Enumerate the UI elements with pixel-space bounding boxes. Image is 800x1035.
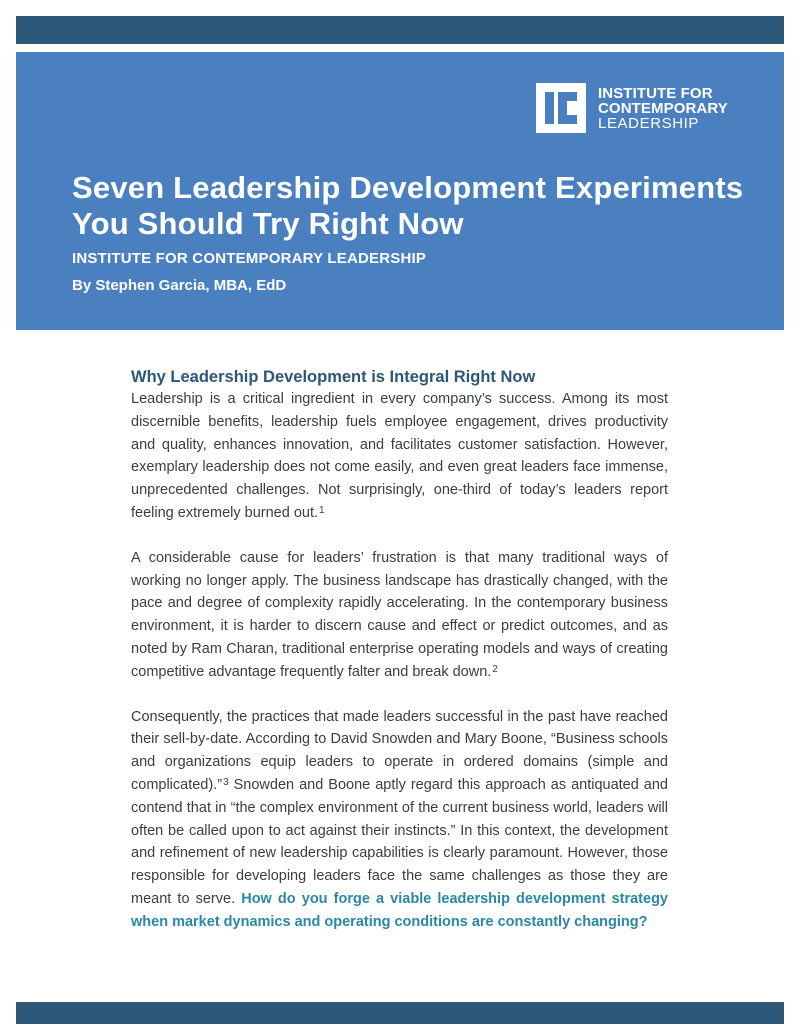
footnote-ref-1: 1 — [319, 504, 325, 516]
paragraph-3 — [131, 706, 668, 934]
section-heading: Why Leadership Development is Integral Right Now — [131, 368, 536, 386]
icl-monogram-icon — [536, 83, 586, 133]
icl-logo-icon — [536, 83, 586, 133]
paragraph-3-text-b: Snowden and Boone aptly regard this approach as antiquated and contend that in “the complex environment of the current business world, leaders will often be called upon to act against their instincts.” In this context, the development and refinement of new leadership capabilities is clearly paramount. However, those responsible for developing leaders face the same challenges as those they are meant to serve. — [131, 776, 668, 907]
paragraph-1 — [131, 388, 668, 525]
paragraph-2-text: A considerable cause for leaders’ frustration is that many traditional ways of working no longer apply. The business landscape has drastically changed, with the pace and degree of complexity rapidly accelerating. In the contemporary business environment, it is harder to discern cause and effect or predict outcomes, and as noted by Ram Charan, traditional enterprise operating models and ways of creating competitive advantage frequently falter and break down. — [131, 549, 668, 680]
highlighted-question: How do you forge a viable leadership development strategy when market dynamics and operating conditions are constantly changing? — [131, 890, 668, 930]
bottom-bar — [16, 1002, 784, 1024]
top-bar — [16, 16, 784, 44]
article-body — [131, 366, 668, 934]
footnote-ref-3: 3 — [223, 776, 229, 788]
paragraph-1-text: Leadership is a critical ingredient in every company’s success. Among its most discernible benefits, leadership fuels employee engagement, drives productivity and quality, enhances innovation, and facilitates customer satisfaction. However, exemplary leadership does not come easily, and even great leaders face immense, unprecedented challenges. Not surprisingly, one-third of today’s leaders report feeling extremely burned out. — [131, 391, 668, 521]
institute-logo — [536, 82, 728, 134]
paragraph-2 — [131, 547, 668, 684]
logo-line-2: CONTEMPORARY — [598, 99, 728, 117]
logo-wordmark — [598, 86, 728, 131]
organization-name: INSTITUTE FOR CONTEMPORARY LEADERSHIP — [72, 250, 427, 267]
logo-line-3: LEADERSHIP — [598, 114, 700, 132]
paragraph-3-text-a: Consequently, the practices that made leaders successful in the past have reached their sell-by-date. According to David Snowden and Mary Boone, “Business schools and organizations equip leaders to operate in ordered domains (simple and complicated).” — [131, 708, 668, 793]
page-title: Seven Leadership Development Experiments You Should Try Right Now — [72, 170, 744, 241]
footnote-ref-2: 2 — [492, 663, 498, 675]
author-byline: By Stephen Garcia, MBA, EdD — [72, 277, 287, 294]
hero-banner — [16, 52, 784, 330]
logo-line-1: INSTITUTE FOR — [598, 84, 713, 102]
